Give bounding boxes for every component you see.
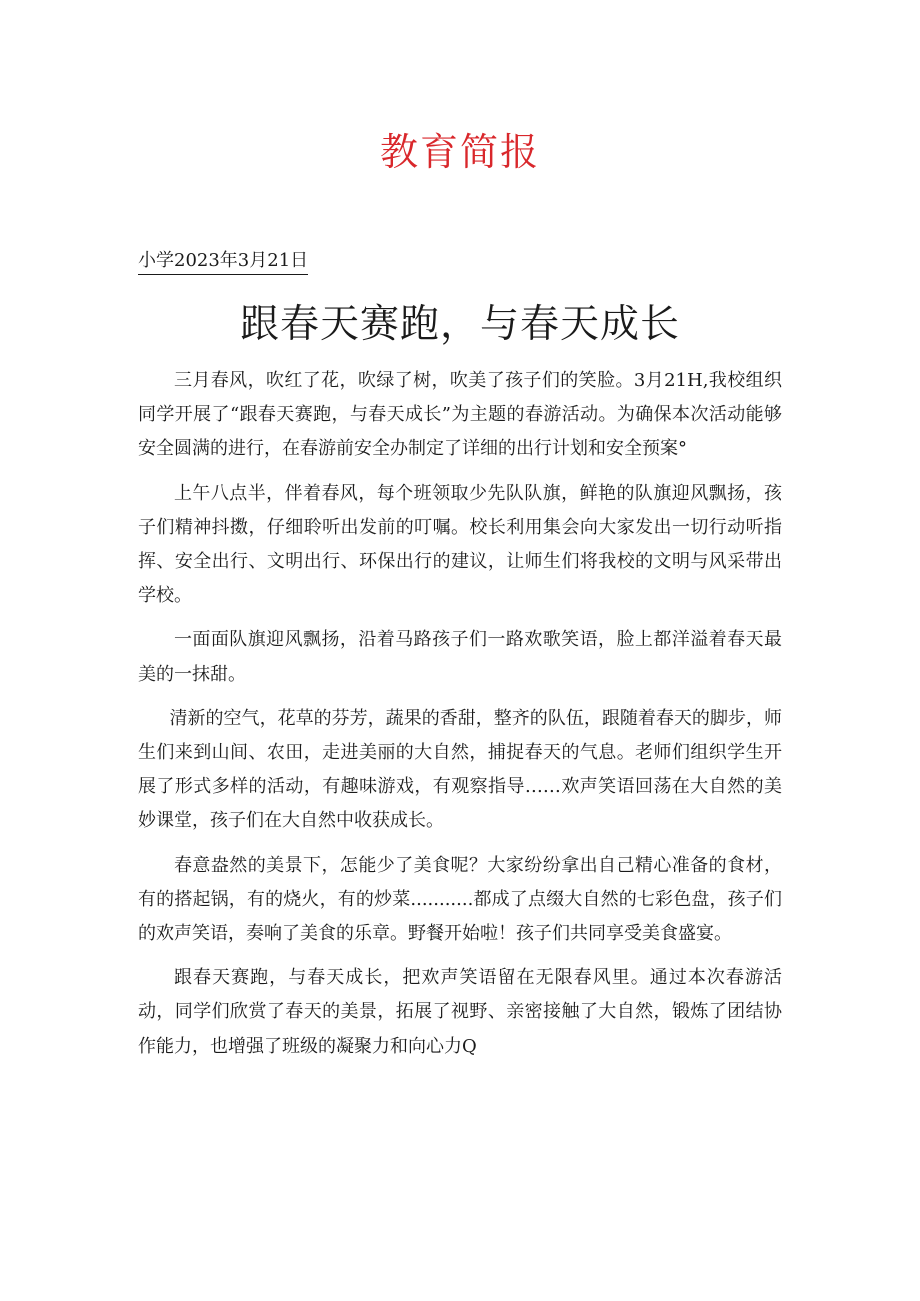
article-paragraph: 清新的空气，花草的芬芳，蔬果的香甜，整齐的队伍，跟随着春天的脚步，师生们来到山间、农田，走进美丽的大自然，捕捉春天的气息。老师们组织学生开展了形式多样的活动，有趣味游戏，有观察指导……欢声笑语回荡在大自然的美妙课堂，孩子们在大自然中收获成长。 — [138, 707, 782, 832]
article-body — [138, 364, 782, 1074]
article-paragraph: 三月春风，吹红了花，吹绿了树，吹美了孩子们的笑脸。3月21H,我校组织同学开展了“跟春天赛跑，与春天成长”为主题的春游活动。为确保本次活动能够安全圆满的进行，在春游前安全办制定了详细的出行计划和安全预案° — [138, 370, 782, 460]
article-paragraph: 一面面队旗迎风飘扬，沿着马路孩子们一路欢歌笑语，脸上都洋溢着春天最美的一抹甜。 — [138, 629, 782, 685]
masthead-title: 教育简报 — [379, 130, 540, 174]
article-paragraph: 上午八点半，伴着春风，每个班领取少先队队旗，鲜艳的队旗迎风飘扬，孩子们精神抖擞，仔细聆听出发前的叮嘱。校长利用集会向大家发出一切行动听指挥、安全出行、文明出行、环保出行的建议，让师生们将我校的文明与风采带出学校。 — [138, 482, 782, 607]
article-headline: 跟春天赛跑，与春天成长 — [239, 302, 680, 347]
article-paragraph: 春意盎然的美景下，怎能少了美食呢？大家纷纷拿出自己精心准备的食材，有的搭起锅，有的烧火，有的炒菜...........都成了点缀大自然的七彩色盘，孩子们的欢声笑语，奏响了美食的乐章。野餐开始啦！孩子们共同享受美食盛宴。 — [138, 854, 782, 945]
dateline: 小学2023年3月21日 — [138, 249, 308, 275]
article-paragraph: 跟春天赛跑，与春天成长，把欢声笑语留在无限春风里。通过本次春游活动，同学们欣赏了春天的美景，拓展了视野、亲密接触了大自然，锻炼了团结协作能力，也增强了班级的凝聚力和向心力Q — [138, 967, 782, 1057]
